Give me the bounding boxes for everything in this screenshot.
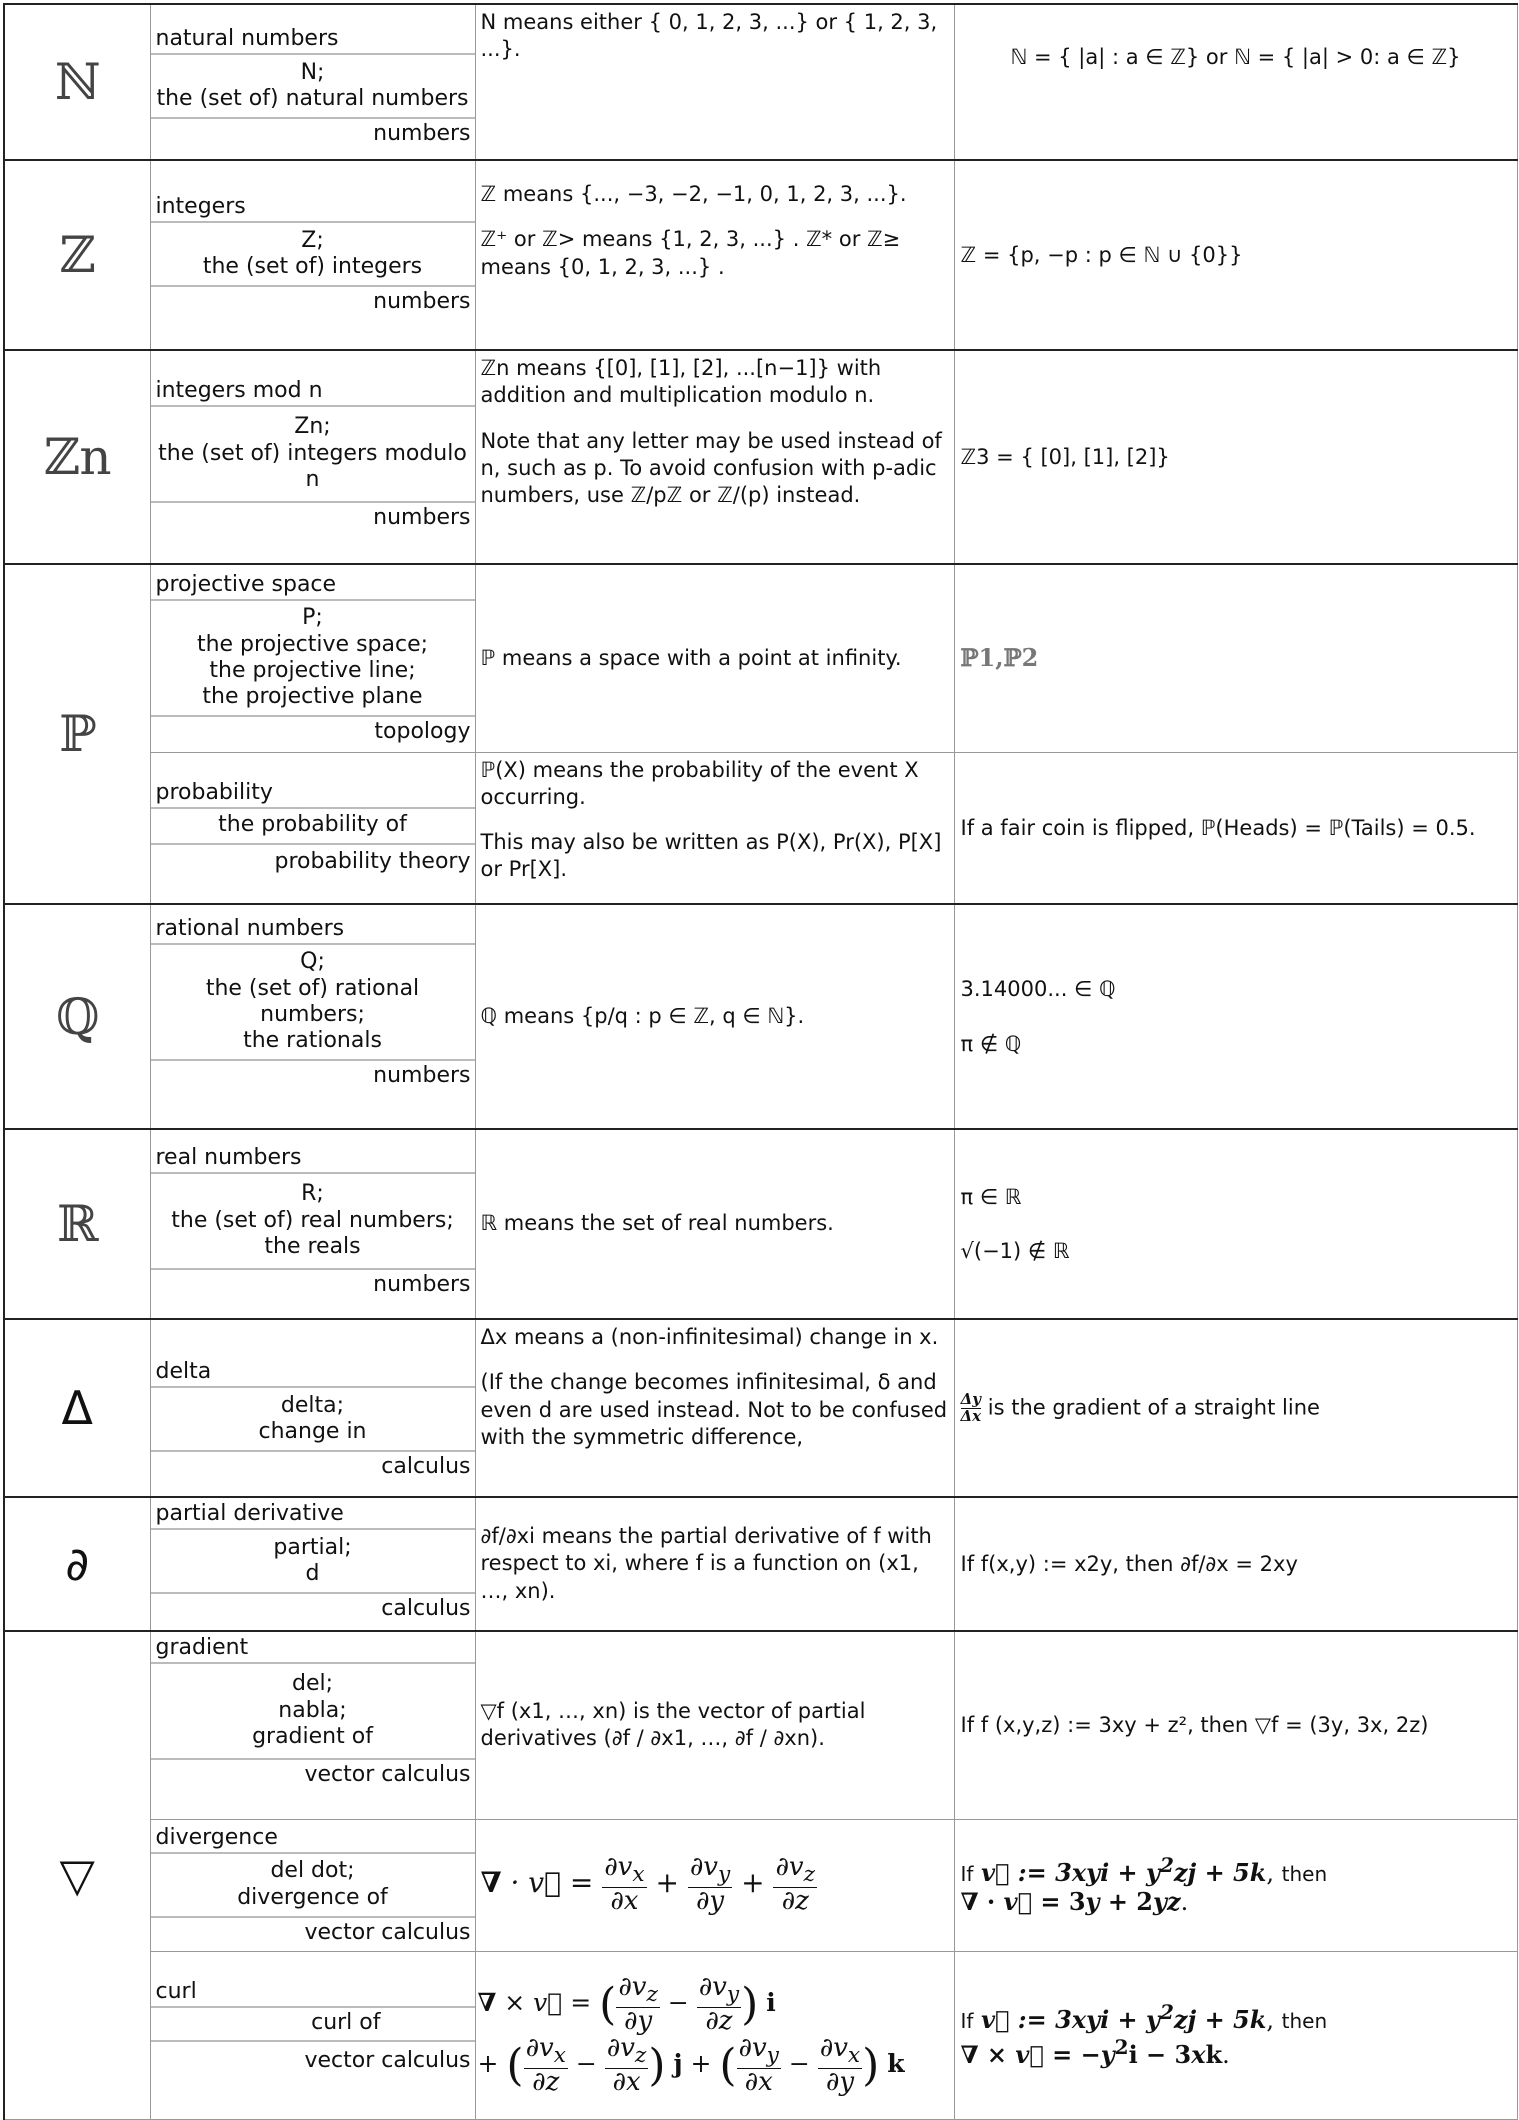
meta-partial <box>150 1497 475 1631</box>
name-rationals: rational numbers <box>151 905 475 945</box>
curl-example-formula: If v⃗ := $3xyi + y^2zj + 5k$, then ∇ × v⃗ = $-y^2i - 3xk$. <box>960 2000 1328 2069</box>
frac-dvx-dx: $\frac{\partial v_x}{\partial x}$ <box>604 1852 645 1917</box>
reading-probability-0: the probability of <box>218 812 407 838</box>
frac-dvy-dy: $\frac{\partial v_y}{\partial y}$ <box>689 1852 731 1917</box>
example-integers-mod <box>954 350 1517 564</box>
symbol-partial: ∂ <box>4 1497 150 1631</box>
reading-projective <box>151 601 475 717</box>
reading-reals <box>151 1174 475 1270</box>
branch-probability: probability theory <box>274 848 471 874</box>
curl-formula-line-2: + ( $\frac{\partial v_x}{\partial z}$ − $\frac{\partial v_z}{\partial x}$ ) j + ( $\frac{\partial v_y}{\partial x}$ − $\frac{\partial v_x}{\partial y}$ ) k <box>477 2033 905 2097</box>
frac-dvz-dx: $\frac{\partial v_z}{\partial x}$ <box>606 2033 647 2097</box>
branch-projective: topology <box>374 719 471 744</box>
description-gradient-0: ▽f (x1, …, xn) is the vector of partial derivatives (∂f / ∂x1, …, ∂f / ∂xn). <box>480 1698 866 1751</box>
name-integers: integers <box>151 161 475 223</box>
math-symbols-table <box>3 3 1518 2120</box>
symbol-naturals: ℕ <box>4 4 150 160</box>
reading-delta <box>151 1388 475 1452</box>
table-row-projective <box>4 564 1517 752</box>
name-integers-mod: integers mod n <box>151 351 475 407</box>
symbol-rationals: ℚ <box>4 904 150 1129</box>
meta-integers <box>150 160 475 350</box>
divergence-example-formula: If v⃗ := $3xyi + y^2zj + 5k$, then ∇ · v⃗ = 3y + 2yz. <box>960 1853 1328 1916</box>
reading-rationals <box>151 945 475 1061</box>
table-row-gradient <box>4 1631 1517 1819</box>
symbol-reals: ℝ <box>4 1129 150 1319</box>
reading-reals-1: the (set of) real numbers; <box>171 1207 454 1233</box>
meta-curl <box>150 1951 475 2119</box>
reading-integers-mod-0: Zn; <box>294 414 331 440</box>
example-divergence <box>954 1819 1517 1951</box>
example-divergence-0: If <box>960 1862 974 1887</box>
symbol-projective: ℙ <box>4 564 150 904</box>
table-row-reals <box>4 1129 1517 1319</box>
example-probability-0: If a fair coin is flipped, ℙ(Heads) = ℙ(Tails) = 0.5. <box>960 815 1476 840</box>
reading-integers <box>151 223 475 287</box>
reading-projective-2: the projective line; <box>209 658 416 683</box>
example-rationals <box>954 904 1517 1129</box>
curl-formula <box>477 1971 952 2097</box>
reading-gradient-1: nabla; <box>278 1697 347 1723</box>
symbol-integers-mod: ℤn <box>4 350 150 564</box>
branch-gradient: vector calculus <box>304 1762 471 1787</box>
description-probability <box>475 752 954 904</box>
example-curl-1: then <box>1281 2009 1328 2034</box>
example-delta-0: is the gradient of a straight line <box>987 1395 1320 1419</box>
reading-delta-0: delta; <box>280 1392 345 1418</box>
branch-reals: numbers <box>373 1272 471 1297</box>
name-gradient: gradient <box>151 1632 475 1664</box>
description-partial <box>475 1497 954 1631</box>
example-projective <box>954 564 1517 752</box>
reading-divergence <box>151 1854 475 1918</box>
meta-projective <box>150 564 475 752</box>
table-row-rationals <box>4 904 1517 1129</box>
reading-integers-mod <box>151 407 475 503</box>
description-integers <box>475 160 954 350</box>
description-delta-1: (If the change becomes infinitesimal, δ and even d are used instead. Not to be confused with the symmetric difference, <box>480 1370 948 1449</box>
reading-partial-0: partial; <box>273 1534 352 1560</box>
name-naturals: natural numbers <box>151 5 475 55</box>
description-integers-0: ℤ means {..., −3, −2, −1, 0, 1, 2, 3, ...}. <box>480 182 907 206</box>
frac-dvz-dy: $\frac{\partial v_z}{\partial y}$ <box>618 1971 658 2036</box>
example-reals <box>954 1129 1517 1319</box>
divergence-formula: ∇ · v⃗ = $\frac{\partial v_x}{\partial x}$ + $\frac{\partial v_y}{\partial y}$ + $\frac{\partial v_z}{\partial z}$ <box>480 1852 816 1917</box>
example-partial <box>954 1497 1517 1631</box>
table-row-naturals <box>4 4 1517 160</box>
meta-probability <box>150 752 475 904</box>
branch-partial: calculus <box>381 1596 471 1621</box>
example-curl-0: If <box>960 2009 974 2034</box>
reading-naturals-1: the (set of) natural numbers <box>156 86 469 111</box>
example-integers-0: ℤ = {p, −p : p ∈ ℕ ∪ {0}} <box>960 242 1243 267</box>
description-reals <box>475 1129 954 1319</box>
reading-partial-1: d <box>305 1561 320 1586</box>
reading-divergence-1: divergence of <box>237 1884 388 1910</box>
reading-integers-mod-1: the (set of) integers modulo n <box>158 440 467 493</box>
symbol-integers: ℤ <box>4 160 150 350</box>
description-integers-1: ℤ⁺ or ℤ> means {1, 2, 3, ...} . ℤ* or ℤ≥ means {0, 1, 2, 3, ...} . <box>480 227 901 279</box>
reading-gradient-2: gradient of <box>252 1724 373 1750</box>
meta-reals <box>150 1129 475 1319</box>
table-row-divergence <box>4 1819 1517 1951</box>
description-probability-1: This may also be written as P(X), Pr(X), P[X] or Pr[X]. <box>480 830 942 882</box>
description-naturals-0: N means either { 0, 1, 2, 3, ...} or { 1, 2, 3, ...}. <box>480 10 938 62</box>
description-gradient <box>475 1631 954 1819</box>
description-rationals <box>475 904 954 1129</box>
reading-integers-1: the (set of) integers <box>202 254 423 279</box>
example-naturals-0: ℕ = { |a| : a ∈ ℤ} or ℕ = { |a| > 0: a ∈ ℤ} <box>1010 45 1461 69</box>
reading-curl-0: curl of <box>311 2010 381 2036</box>
reading-naturals <box>151 55 475 119</box>
branch-integers: numbers <box>373 289 471 314</box>
meta-integers-mod <box>150 350 475 564</box>
curl-formula-line-1: ∇ × v⃗ = ( $\frac{\partial v_z}{\partial y}$ − $\frac{\partial v_y}{\partial z}$ ) i <box>477 1971 776 2036</box>
example-divergence-1: then <box>1281 1862 1328 1887</box>
reading-curl <box>151 2008 475 2042</box>
name-reals: real numbers <box>151 1130 475 1174</box>
reading-gradient <box>151 1664 475 1760</box>
example-delta <box>954 1319 1517 1497</box>
name-divergence: divergence <box>151 1820 475 1854</box>
example-reals-1: √(−1) ∉ ℝ <box>960 1239 1070 1263</box>
reading-probability <box>151 809 475 845</box>
reading-reals-2: the reals <box>264 1234 361 1260</box>
example-integers-mod-0: ℤ3 = { [0], [1], [2]} <box>960 444 1170 469</box>
delta-fraction: $\frac{\Delta y}{\Delta x}$ <box>960 1389 982 1425</box>
meta-naturals <box>150 4 475 160</box>
branch-divergence: vector calculus <box>304 1919 471 1945</box>
description-probability-0: ℙ(X) means the probability of the event X occurring. <box>480 757 919 809</box>
description-rationals-0: ℚ means {p/q : p ∈ ℤ, q ∈ ℕ}. <box>480 1003 805 1028</box>
reading-rationals-0: Q; <box>300 949 325 975</box>
meta-rationals <box>150 904 475 1129</box>
example-curl <box>954 1951 1517 2119</box>
description-reals-0: ℝ means the set of real numbers. <box>480 1211 834 1236</box>
branch-delta: calculus <box>381 1454 471 1479</box>
reading-partial <box>151 1530 475 1594</box>
example-reals-0: π ∈ ℝ <box>960 1184 1022 1209</box>
description-partial-0: ∂f/∂xi means the partial derivative of f with respect to xi, where f is a function on (x1, …, xn). <box>480 1524 932 1603</box>
example-integers <box>954 160 1517 350</box>
reading-gradient-0: del; <box>291 1671 334 1697</box>
branch-naturals: numbers <box>373 121 471 146</box>
branch-rationals: numbers <box>373 1063 471 1088</box>
description-delta <box>475 1319 954 1497</box>
name-partial: partial derivative <box>151 1498 475 1530</box>
meta-divergence <box>150 1819 475 1951</box>
name-projective: projective space <box>151 565 475 601</box>
reading-delta-1: change in <box>258 1419 367 1444</box>
reading-projective-3: the projective plane <box>202 684 423 710</box>
description-integers-mod-0: ℤn means {[0], [1], [2], ...[n−1]} with addition and multiplication modulo n. <box>480 356 882 408</box>
branch-integers-mod: numbers <box>373 505 471 530</box>
meta-gradient <box>150 1631 475 1819</box>
description-delta-0: Δx means a (non-infinitesimal) change in x. <box>480 1325 939 1349</box>
branch-curl: vector calculus <box>304 2047 471 2073</box>
reading-integers-0: Z; <box>301 227 324 253</box>
frac-dvy-dx: $\frac{\partial v_y}{\partial x}$ <box>738 2033 779 2097</box>
example-naturals <box>954 4 1517 160</box>
description-divergence <box>475 1819 954 1951</box>
reading-projective-1: the projective space; <box>196 631 429 657</box>
table-row-integers <box>4 160 1517 350</box>
reading-rationals-2: the rationals <box>243 1028 382 1054</box>
frac-dvz-dz: $\frac{\partial v_z}{\partial z}$ <box>775 1852 816 1917</box>
example-probability <box>954 752 1517 904</box>
description-projective <box>475 564 954 752</box>
reading-divergence-0: del dot; <box>270 1858 355 1884</box>
meta-delta <box>150 1319 475 1497</box>
example-projective-0: ℙ1,ℙ2 <box>960 643 1039 673</box>
frac-dvx-dz: $\frac{\partial v_x}{\partial z}$ <box>525 2033 566 2097</box>
reading-naturals-0: N; <box>300 59 325 85</box>
reading-rationals-1: the (set of) rational numbers; <box>205 975 420 1027</box>
table-row-integers-mod <box>4 350 1517 564</box>
symbol-gradient: ▽ <box>4 1631 150 2119</box>
description-integers-mod-1: Note that any letter may be used instead of n, such as p. To avoid confusion with p-adic numbers, use ℤ/pℤ or ℤ/(p) instead. <box>480 428 942 508</box>
name-probability: probability <box>151 753 475 809</box>
table-row-delta <box>4 1319 1517 1497</box>
table-row-partial <box>4 1497 1517 1631</box>
frac-dvy-dz: $\frac{\partial v_y}{\partial z}$ <box>698 1971 740 2036</box>
example-gradient <box>954 1631 1517 1819</box>
example-partial-0: If f(x,y) := x2y, then ∂f/∂x = 2xy <box>960 1551 1298 1576</box>
description-curl <box>475 1951 954 2119</box>
description-naturals <box>475 4 954 160</box>
reading-reals-0: R; <box>301 1181 324 1207</box>
symbol-delta: Δ <box>4 1319 150 1497</box>
name-delta: delta <box>151 1320 475 1388</box>
table-row-probability <box>4 752 1517 904</box>
description-integers-mod <box>475 350 954 564</box>
example-gradient-0: If f (x,y,z) := 3xy + z², then ▽f = (3y, 3x, 2z) <box>960 1713 1429 1738</box>
example-rationals-1: π ∉ ℚ <box>960 1031 1022 1056</box>
frac-dvx-dy: $\frac{\partial v_x}{\partial y}$ <box>819 2033 861 2097</box>
description-projective-0: ℙ means a space with a point at infinity. <box>480 645 902 670</box>
name-curl: curl <box>151 1952 475 2008</box>
table-row-curl <box>4 1951 1517 2119</box>
reading-projective-0: P; <box>302 605 323 631</box>
example-rationals-0: 3.14000... ∈ ℚ <box>960 977 1116 1002</box>
